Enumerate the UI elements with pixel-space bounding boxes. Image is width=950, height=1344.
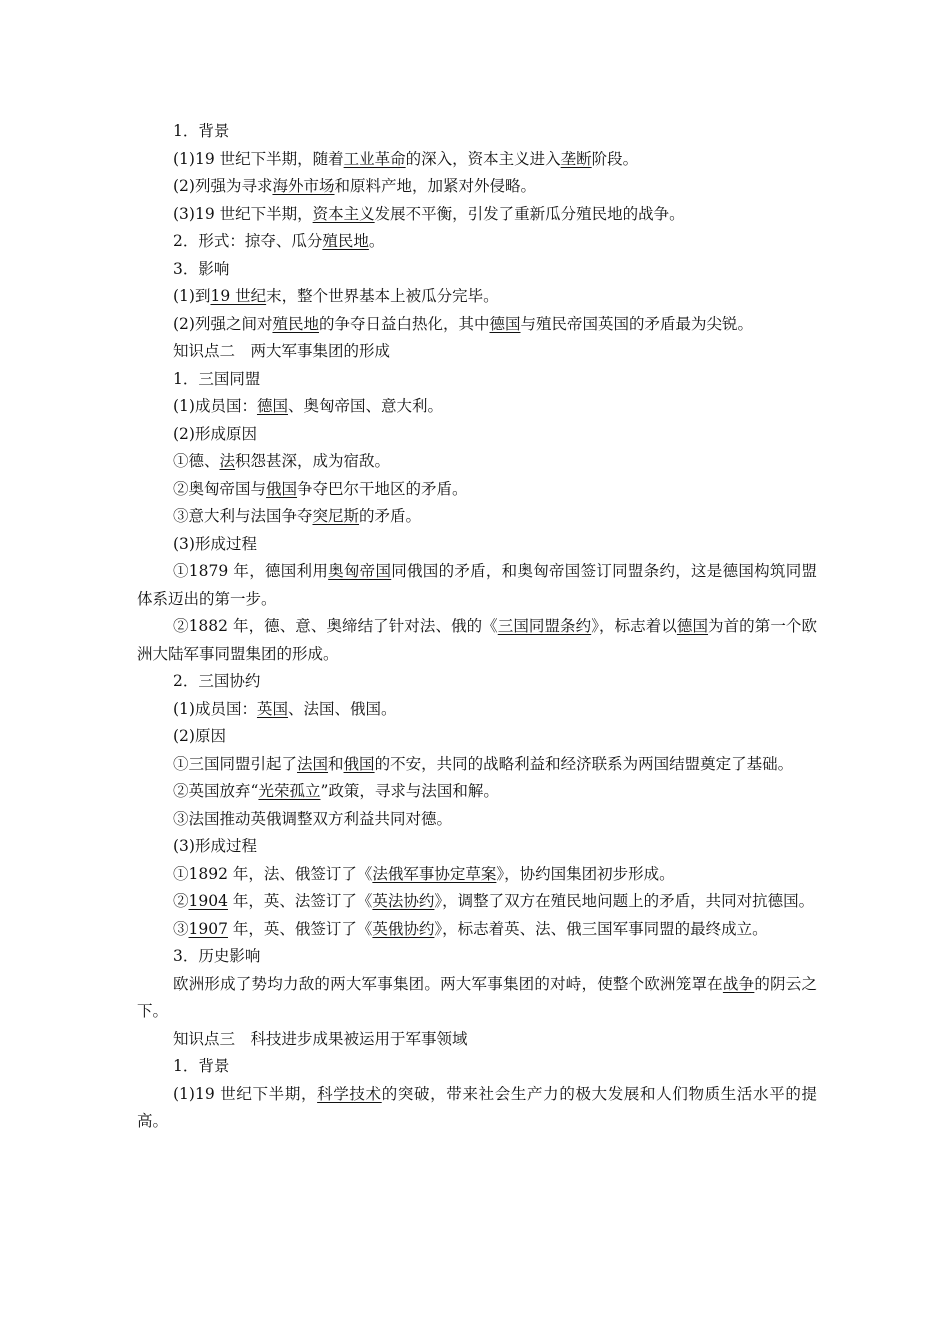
text-segment: (2)原因 bbox=[173, 727, 226, 745]
underlined-answer: 英俄协约 bbox=[372, 919, 435, 938]
text-segment: 》，标志着以 bbox=[591, 617, 677, 635]
text-segment: 知识点二 两大军事集团的形成 bbox=[173, 342, 391, 360]
text-segment: 、法国、俄国。 bbox=[287, 699, 397, 718]
text-line bbox=[137, 118, 817, 146]
text-segment: 1．背景 bbox=[173, 1057, 230, 1075]
text-line bbox=[137, 201, 817, 229]
underlined-answer: 战争 bbox=[722, 974, 755, 993]
underlined-answer: 光荣孤立 bbox=[258, 782, 321, 800]
underlined-answer: 德国 bbox=[489, 314, 521, 333]
text-line bbox=[137, 1053, 817, 1081]
text-segment: 的阴云之下。 bbox=[137, 974, 817, 1020]
underlined-answer: 突尼斯 bbox=[312, 507, 360, 525]
text-line bbox=[137, 476, 817, 504]
text-segment: ①德、 bbox=[173, 452, 220, 470]
text-line bbox=[137, 173, 817, 201]
underlined-answer: 法国 bbox=[297, 754, 329, 773]
underlined-answer: 英法协约 bbox=[372, 892, 435, 910]
text-segment: (1)成员国： bbox=[173, 397, 257, 415]
underlined-answer: 海外市场 bbox=[272, 177, 335, 195]
text-line bbox=[137, 888, 817, 916]
text-line bbox=[137, 421, 817, 449]
text-segment: (3)19 世纪下半期， bbox=[173, 204, 313, 223]
text-segment: 与殖民帝国英国的矛盾最为尖锐。 bbox=[520, 314, 754, 333]
text-segment: 为首的第一个欧洲大陆军事同盟集团的形成。 bbox=[137, 617, 817, 663]
text-segment: 和 bbox=[328, 754, 344, 773]
text-segment: 积怨甚深，成为宿敌。 bbox=[235, 452, 391, 470]
text-segment: 》，标志着英、法、俄三国军事同盟的最终成立。 bbox=[434, 919, 768, 938]
text-line bbox=[137, 393, 817, 421]
text-segment: 。 bbox=[368, 232, 385, 250]
text-segment: 的深入，资本主义进入 bbox=[405, 149, 561, 168]
text-segment: ①三国同盟引起了 bbox=[173, 754, 298, 773]
text-segment: 》，调整了双方在殖民地问题上的矛盾，共同对抗德国。 bbox=[434, 892, 815, 910]
text-segment: 3．历史影响 bbox=[173, 947, 261, 965]
text-line bbox=[137, 668, 817, 696]
text-segment: ③意大利与法国争夺 bbox=[173, 507, 313, 525]
underlined-answer: 垄断 bbox=[560, 149, 592, 168]
text-segment: 阶段。 bbox=[591, 149, 639, 168]
underlined-answer: 法俄军事协定草案 bbox=[372, 864, 497, 883]
text-line bbox=[137, 751, 817, 779]
text-segment: (3)形成过程 bbox=[173, 534, 257, 553]
text-segment: ①1892 年，法、俄签订了《 bbox=[173, 864, 373, 883]
text-line bbox=[137, 943, 817, 971]
text-segment: (2)列强为寻求 bbox=[173, 177, 273, 195]
text-line bbox=[137, 503, 817, 531]
text-segment: (1)到 bbox=[173, 287, 211, 305]
text-segment: 、奥匈帝国、意大利。 bbox=[287, 397, 443, 415]
underlined-answer: 1907 bbox=[188, 919, 228, 938]
text-segment: 1．三国同盟 bbox=[173, 369, 261, 388]
text-line bbox=[137, 228, 817, 256]
text-segment: 的不安，共同的战略利益和经济联系为两国结盟奠定了基础。 bbox=[374, 754, 794, 773]
document-body bbox=[137, 118, 817, 1136]
underlined-answer: 工业革命 bbox=[343, 149, 406, 168]
text-segment: ③法国推动英俄调整双方利益共同对德。 bbox=[173, 809, 453, 828]
text-line bbox=[137, 256, 817, 284]
text-line bbox=[137, 311, 817, 339]
text-segment: ② bbox=[173, 892, 189, 910]
text-line bbox=[137, 1026, 817, 1054]
text-line bbox=[137, 146, 817, 174]
text-line bbox=[137, 806, 817, 834]
text-line bbox=[137, 283, 817, 311]
text-line bbox=[137, 723, 817, 751]
underlined-answer: 法 bbox=[219, 452, 236, 470]
text-segment: 争夺巴尔干地区的矛盾。 bbox=[297, 479, 468, 498]
text-segment: 末，整个世界基本上被瓜分完毕。 bbox=[266, 287, 499, 305]
text-segment: (1)19 世纪下半期， bbox=[173, 1084, 318, 1103]
text-line bbox=[137, 558, 817, 613]
text-segment: ②奥匈帝国与 bbox=[173, 479, 267, 498]
text-segment: 3．影响 bbox=[173, 259, 230, 278]
text-segment: 1．背景 bbox=[173, 122, 230, 140]
text-segment: (2)形成原因 bbox=[173, 424, 257, 443]
text-segment: 2．形式：掠夺、瓜分 bbox=[173, 232, 323, 250]
text-line bbox=[137, 613, 817, 668]
underlined-answer: 俄国 bbox=[343, 754, 375, 773]
text-segment: (3)形成过程 bbox=[173, 837, 257, 855]
text-line bbox=[137, 916, 817, 944]
text-segment: 2．三国协约 bbox=[173, 672, 261, 690]
underlined-answer: 19 世纪 bbox=[210, 287, 267, 305]
text-line bbox=[137, 861, 817, 889]
underlined-answer: 奥匈帝国 bbox=[328, 562, 392, 580]
text-segment: 的突破，带来社会生产力的极大发展和人们物质生活水平的提高。 bbox=[137, 1084, 817, 1130]
text-line bbox=[137, 366, 817, 394]
text-segment: 年，英、俄签订了《 bbox=[227, 919, 373, 938]
text-segment: ②1882 年，德、意、奥缔结了针对法、俄的《 bbox=[173, 617, 498, 635]
underlined-answer: 1904 bbox=[188, 892, 228, 910]
text-line bbox=[137, 338, 817, 366]
text-segment: ③ bbox=[173, 919, 189, 938]
text-segment: (1)19 世纪下半期，随着 bbox=[173, 149, 344, 168]
text-segment: 知识点三 科技进步成果被运用于军事领域 bbox=[173, 1029, 468, 1048]
text-segment: ①1879 年，德国利用 bbox=[173, 562, 329, 580]
text-segment: 同俄国的矛盾，和奥匈帝国签订同盟条约，这是德国构筑同盟体系迈出的第一步。 bbox=[137, 562, 817, 608]
text-segment: (1)成员国： bbox=[173, 699, 257, 718]
text-segment: 年，英、法签订了《 bbox=[227, 892, 373, 910]
text-line bbox=[137, 778, 817, 806]
text-segment: 发展不平衡，引发了重新瓜分殖民地的战争。 bbox=[374, 204, 685, 223]
text-segment: 的争夺日益白热化，其中 bbox=[318, 314, 490, 333]
text-line bbox=[137, 696, 817, 724]
text-line bbox=[137, 448, 817, 476]
underlined-answer: 俄国 bbox=[266, 479, 298, 498]
underlined-answer: 殖民地 bbox=[272, 314, 319, 333]
underlined-answer: 三国同盟条约 bbox=[497, 617, 592, 635]
underlined-answer: 英国 bbox=[256, 699, 288, 718]
text-line bbox=[137, 833, 817, 861]
underlined-answer: 德国 bbox=[256, 397, 288, 415]
text-segment: ”政策，寻求与法国和解。 bbox=[320, 782, 499, 800]
text-line bbox=[137, 1081, 817, 1136]
underlined-answer: 科学技术 bbox=[317, 1084, 382, 1103]
text-segment: 和原料产地，加紧对外侵略。 bbox=[334, 177, 536, 195]
underlined-answer: 资本主义 bbox=[312, 204, 375, 223]
text-segment: 》，协约国集团初步形成。 bbox=[496, 864, 675, 883]
text-segment: ②英国放弃“ bbox=[173, 782, 259, 800]
text-line bbox=[137, 971, 817, 1026]
text-segment: (2)列强之间对 bbox=[173, 314, 273, 333]
text-segment: 欧洲形成了势均力敌的两大军事集团。两大军事集团的对峙，使整个欧洲笼罩在 bbox=[173, 974, 723, 993]
underlined-answer: 德国 bbox=[676, 617, 709, 635]
text-segment: 的矛盾。 bbox=[359, 507, 422, 525]
underlined-answer: 殖民地 bbox=[322, 232, 369, 250]
text-line bbox=[137, 531, 817, 559]
